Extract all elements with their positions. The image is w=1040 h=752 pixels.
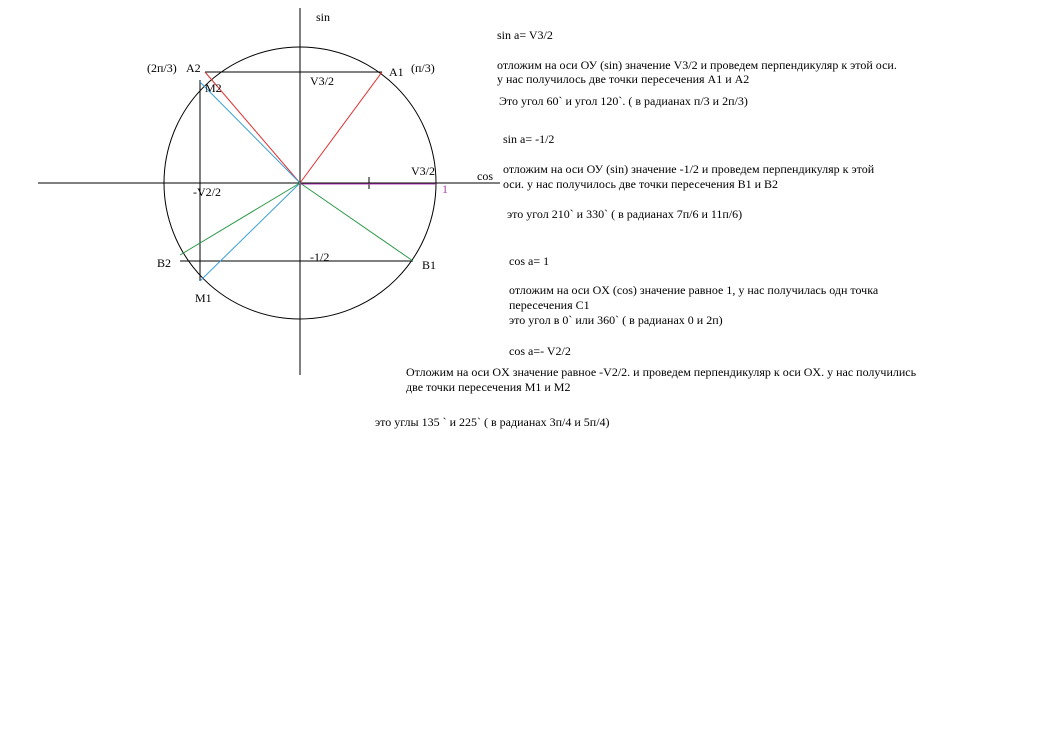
label-m1: M1 — [195, 291, 212, 305]
note-sin-neg-half-line1: отложим на оси ОУ (sin) значение -1/2 и проведем перпендикуляр к этой — [503, 162, 875, 176]
axis-x-label: cos — [477, 169, 493, 183]
note-sin-neg-half-title: sin a= -1/2 — [503, 132, 555, 146]
note-cos-one-line3: это угол в 0` или 360` ( в радианах 0 и 2п) — [509, 313, 723, 327]
label-neg-v22: -V2/2 — [193, 185, 221, 199]
note-cos-one-line1: отложим на оси OX (cos) значение равное 1, у нас получилась одн точка — [509, 283, 879, 297]
label-b2: B2 — [157, 256, 172, 270]
note-cos-one-title: cos a= 1 — [509, 254, 550, 268]
label-v32-top: V3/2 — [310, 74, 334, 88]
note-sin-neg-half-line3: это угол 210` и 330` ( в радианах 7п/6 и 11п/6) — [507, 207, 743, 221]
note-sin-neg-half-line2: оси. у нас получилось две точки пересечения В1 и В2 — [503, 177, 779, 191]
radius-m2 — [200, 82, 300, 183]
note-sin-v32-title: sin a= V3/2 — [497, 28, 553, 42]
radius-a1 — [300, 72, 382, 183]
label-m2: M2 — [205, 81, 222, 95]
label-a1-angle: (п/3) — [411, 61, 435, 75]
label-a2-angle: (2п/3) — [147, 61, 177, 75]
note-cos-neg-v22-title: cos a=- V2/2 — [509, 344, 571, 358]
note-sin-v32-line1: отложим на оси ОУ (sin) значение V3/2 и проведем перпендикуляр к этой оси. — [497, 58, 897, 72]
label-a2: A2 — [186, 61, 201, 75]
label-v32-right: V3/2 — [411, 164, 435, 178]
note-cos-neg-v22-line2: две точки пересечения M1 и M2 — [406, 380, 571, 394]
label-neg-half: -1/2 — [310, 250, 330, 264]
note-sin-v32-line2: у нас получилось две точки пересечения А1 и А2 — [497, 72, 750, 86]
label-a1: A1 — [389, 65, 404, 79]
axis-y-label: sin — [316, 10, 331, 24]
note-cos-one-line2: пересечения С1 — [509, 298, 590, 312]
note-sin-v32-line3: Это угол 60` и угол 120`. ( в радианах п/3 и 2п/3) — [499, 94, 748, 108]
label-one: 1 — [442, 182, 448, 196]
note-cos-neg-v22-line1: Отложим на оси OX значение равное -V2/2. и проведем перпендикуляр к оси OX. у нас получились — [406, 365, 917, 379]
note-cos-neg-v22-line3: это углы 135 ` и 225` ( в радианах 3п/4 и 5п/4) — [375, 415, 610, 429]
label-b1: B1 — [422, 258, 437, 272]
